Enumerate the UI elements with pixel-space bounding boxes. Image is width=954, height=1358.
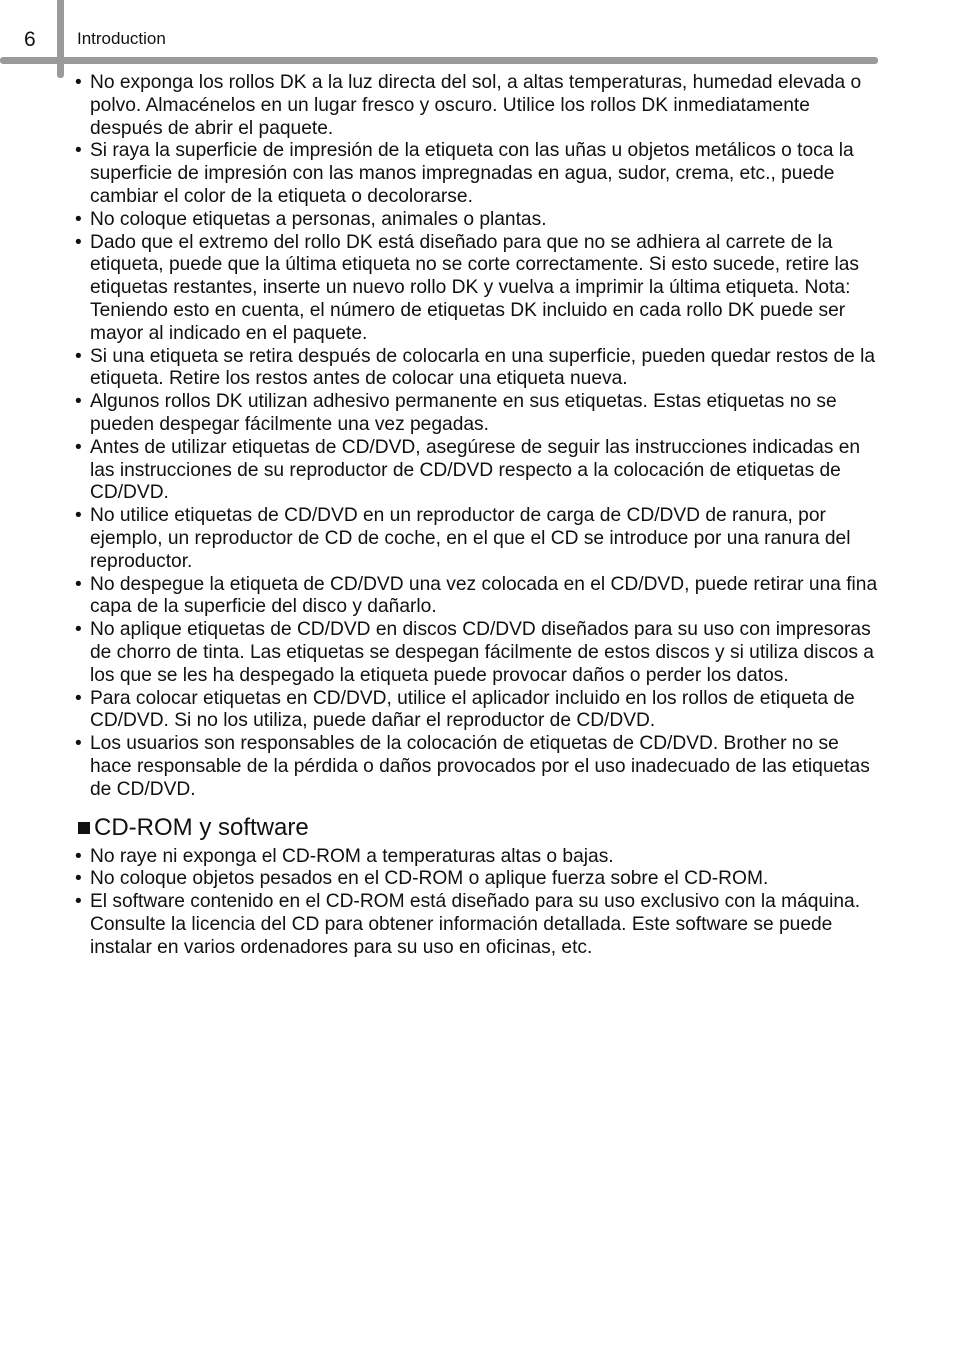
list-item: • El software contenido en el CD-ROM está diseñado para su uso exclusivo con la máquina. Consulte la licencia del CD para obtener información detallada. Este software se puede instalar en varios ordenadores para su uso en oficinas, etc. xyxy=(75,891,861,958)
list-item: • Para colocar etiquetas en CD/DVD, utilice el aplicador incluido en los rollos de etiqueta de CD/DVD. Si no los utiliza, puede dañar el reproductor de CD/DVD. xyxy=(75,687,855,732)
bullet-icon: • xyxy=(75,72,82,93)
list-item: • Si raya la superficie de impresión de la etiqueta con las uñas u objetos metálicos o toca la superficie de impresión con las manos impregnadas en agua, sudor, crema, etc., puede cambiar el color de la etiqueta o decolorarse. xyxy=(75,140,854,207)
bullet-icon: • xyxy=(75,845,82,867)
page-content xyxy=(74,72,884,959)
list-item: • Si una etiqueta se retira después de colocarla en una superficie, pueden quedar restos de la etiqueta. Retire los restos antes de colocar una etiqueta nueva. xyxy=(75,345,876,390)
list-item: • No utilice etiquetas de CD/DVD en un reproductor de carga de CD/DVD de ranura, por ejemplo, un reproductor de CD de coche, en el que el CD se introduce por una ranura del reproductor. xyxy=(75,505,851,572)
cdrom-list xyxy=(74,846,884,960)
bullet-icon: • xyxy=(75,619,82,641)
list-item: • Dado que el extremo del rollo DK está diseñado para que no se adhiera al carrete de la etiqueta, puede que la última etiqueta no se corte correctamente. Si esto sucede, retire las etiquetas restantes, inserte un nuevo rollo DK y vuelva a imprimir la última etiqueta. Nota: Teniendo esto en cuenta, el número de etiquetas DK incluido en cada rollo DK puede ser mayor al indicado en el paquete. xyxy=(75,231,860,344)
list-item: • No coloque objetos pesados en el CD-ROM o aplique fuerza sobre el CD-ROM. xyxy=(75,868,769,890)
bullet-icon: • xyxy=(75,573,82,595)
list-item: • Antes de utilizar etiquetas de CD/DVD, asegúrese de seguir las instrucciones indicadas en las instrucciones de su reproductor de CD/DVD respecto a la colocación de etiquetas de CD/DVD. xyxy=(75,436,861,504)
list-item: • No despegue la etiqueta de CD/DVD una vez colocada en el CD/DVD, puede retirar una fina capa de la superficie del disco y dañarlo. xyxy=(75,573,878,618)
bullet-icon: • xyxy=(75,345,82,367)
list-item: • No coloque etiquetas a personas, animales o plantas. xyxy=(75,208,547,230)
section-heading xyxy=(74,812,884,844)
bullet-icon: • xyxy=(75,687,82,709)
bullet-icon: • xyxy=(75,505,82,527)
bullet-icon: • xyxy=(75,733,82,755)
list-item: • No aplique etiquetas de CD/DVD en discos CD/DVD diseñados para su uso con impresoras de chorro de tinta. Las etiquetas se despegan fácilmente de estos discos y si utiliza discos a los que se les ha despegado la etiqueta puede provocar daños o perder los datos. xyxy=(75,619,874,686)
bullet-icon: • xyxy=(75,868,82,890)
page-number: 6 xyxy=(24,28,36,51)
list-item: • No exponga los rollos DK a la luz directa del sol, a altas temperaturas, humedad elevada o polvo. Almacénelos en un lugar fresco y oscuro. Utilice los rollos DK inmediatamente después de abrir el paquete. xyxy=(75,72,862,139)
bullet-icon: • xyxy=(75,231,82,253)
header-title: Introduction xyxy=(77,29,166,48)
square-bullet-icon xyxy=(78,822,90,834)
list-item: • Los usuarios son responsables de la colocación de etiquetas de CD/DVD. Brother no se hace responsable de la pérdida o daños provocados por el uso inadecuado de las etiquetas de CD/DVD. xyxy=(75,733,870,800)
precautions-list xyxy=(74,72,884,802)
list-item: • Algunos rollos DK utilizan adhesivo permanente en sus etiquetas. Estas etiquetas no se pueden despegar fácilmente una vez pegadas. xyxy=(75,391,837,435)
bullet-icon: • xyxy=(75,391,82,413)
section-heading-text: CD-ROM y software xyxy=(94,813,309,841)
bullet-icon: • xyxy=(75,891,82,913)
header-vertical-rule xyxy=(57,0,64,78)
bullet-icon: • xyxy=(75,436,82,458)
bullet-icon: • xyxy=(75,140,82,162)
list-item: • No raye ni exponga el CD-ROM a temperaturas altas o bajas. xyxy=(75,845,614,867)
header-horizontal-rule xyxy=(0,57,878,64)
bullet-icon: • xyxy=(75,208,82,230)
